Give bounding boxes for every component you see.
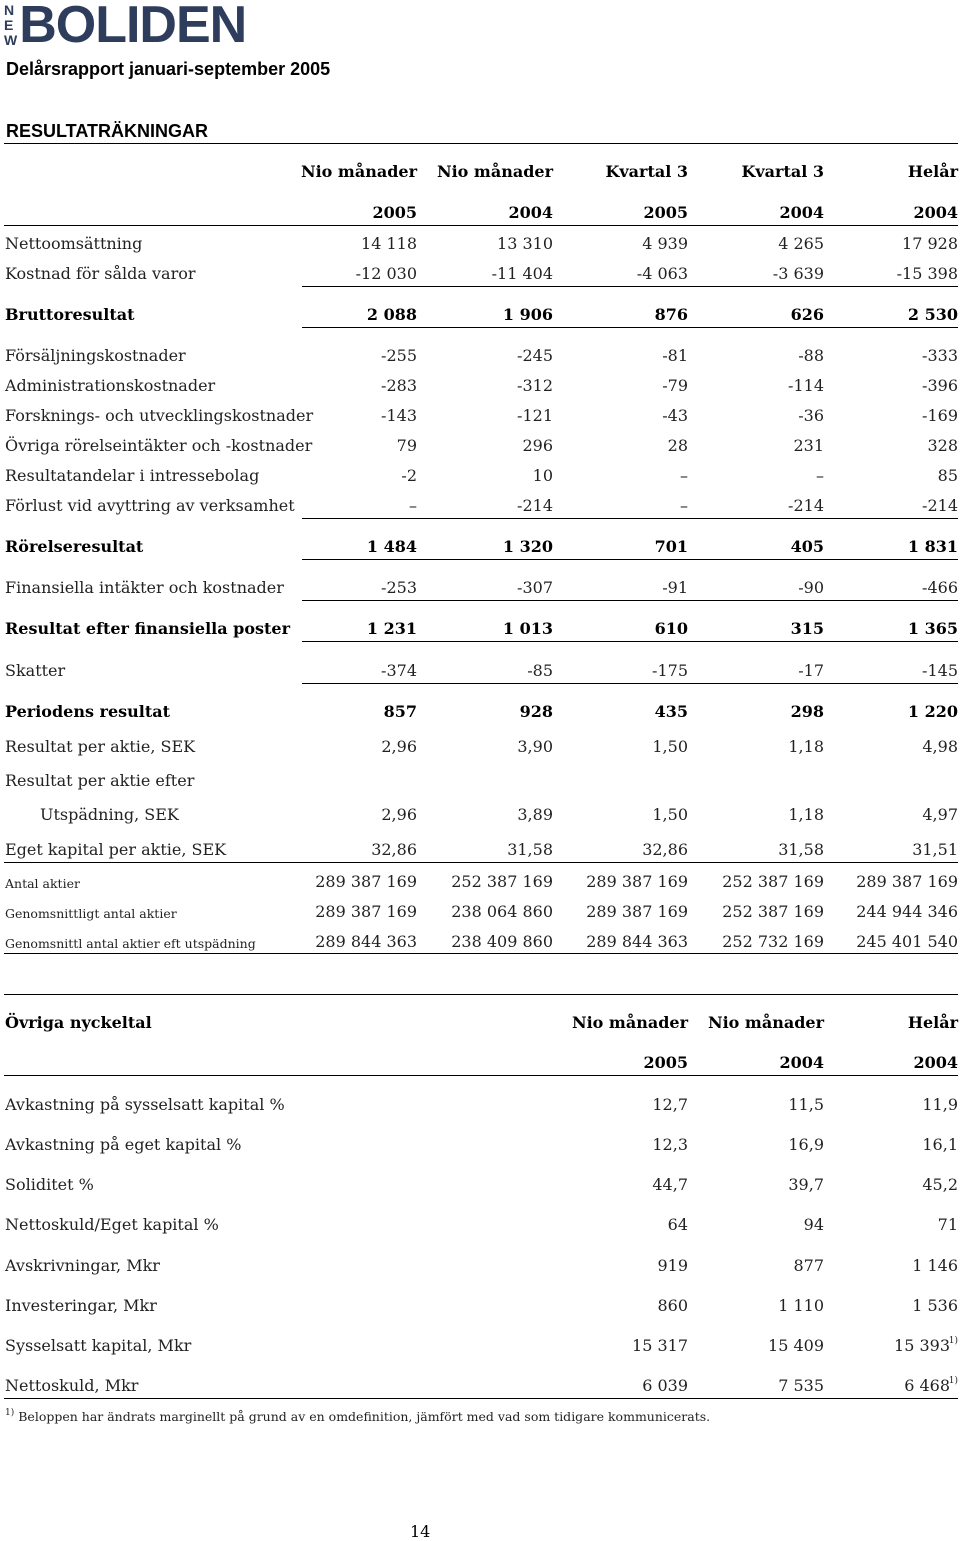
- column-year: 2005: [643, 1053, 688, 1072]
- footnote-ref: 1): [948, 1336, 958, 1346]
- cell-value: 10: [532, 466, 553, 485]
- cell-value: -114: [788, 376, 824, 395]
- row-label: Avskrivningar, Mkr: [5, 1256, 160, 1275]
- row-label: Rörelseresultat: [5, 537, 144, 556]
- rule-line: [4, 225, 958, 226]
- rule-line: [302, 683, 958, 684]
- rule-line: [302, 600, 958, 601]
- cell-value: 1 536: [912, 1296, 958, 1315]
- column-header: Nio månader: [436, 162, 553, 181]
- logo-new-letters: [4, 3, 17, 47]
- cell-value: -43: [662, 406, 688, 425]
- report-title: Delårsrapport januari-september 2005: [6, 59, 331, 79]
- cell-value: -255: [381, 346, 417, 365]
- cell-value: 79: [396, 436, 417, 455]
- cell-value: 701: [654, 537, 688, 556]
- cell-value: 85: [937, 466, 958, 485]
- cell-value: -169: [922, 406, 958, 425]
- cell-value: 3,89: [517, 805, 553, 824]
- cell-value: 1 365: [907, 619, 958, 638]
- cell-value: 238 064 860: [451, 902, 553, 921]
- cell-value: 4,97: [922, 805, 958, 824]
- rule-line: [4, 1398, 958, 1399]
- rule-line: [302, 518, 958, 519]
- cell-value: 876: [654, 305, 688, 324]
- cell-value: -214: [922, 496, 958, 515]
- cell-value: -253: [381, 578, 417, 597]
- cell-value: -312: [517, 376, 553, 395]
- cell-value: 1,50: [652, 737, 688, 756]
- cell-value: 1 484: [366, 537, 417, 556]
- cell-value: 626: [790, 305, 824, 324]
- cell-value: -91: [662, 578, 688, 597]
- row-label: Övriga rörelseintäkter och -kostnader: [5, 436, 313, 455]
- rule-line: [302, 327, 958, 328]
- cell-value: –: [816, 466, 824, 485]
- footnote-ref: 1): [948, 1376, 958, 1386]
- cell-value: -143: [381, 406, 417, 425]
- cell-value: -4 063: [636, 264, 688, 283]
- cell-value: 2,96: [381, 737, 417, 756]
- cell-value: 2,96: [381, 805, 417, 824]
- cell-value: 15 317: [632, 1336, 688, 1355]
- cell-value: 12,3: [652, 1135, 688, 1154]
- cell-value: 4 939: [642, 234, 688, 253]
- cell-value: 16,9: [788, 1135, 824, 1154]
- row-label: Resultat per aktie, SEK: [5, 737, 196, 756]
- cell-value: -396: [922, 376, 958, 395]
- cell-value: -88: [798, 346, 824, 365]
- cell-value: 252 387 169: [722, 872, 824, 891]
- row-label: Genomsnittligt antal aktier: [5, 906, 177, 921]
- cell-value: 28: [667, 436, 688, 455]
- row-label: Administrationskostnader: [5, 376, 216, 395]
- cell-value: -214: [517, 496, 553, 515]
- cell-value: 7 535: [778, 1376, 824, 1395]
- cell-value: 289 844 363: [586, 932, 688, 951]
- boliden-logo: [4, 0, 247, 54]
- cell-value: 252 732 169: [722, 932, 824, 951]
- cell-value: -81: [662, 346, 688, 365]
- row-label: Antal aktier: [5, 876, 80, 891]
- cell-value: -145: [922, 661, 958, 680]
- rule-line: [4, 862, 958, 863]
- column-header: Nio månader: [300, 162, 417, 181]
- row-label: Förlust vid avyttring av verksamhet: [5, 496, 295, 515]
- rule-line: [302, 641, 958, 642]
- cell-value: 1 831: [907, 537, 958, 556]
- cell-value: 238 409 860: [451, 932, 553, 951]
- column-year: 2005: [372, 203, 417, 222]
- cell-value: 17 928: [902, 234, 958, 253]
- logo-letter: E: [4, 17, 14, 33]
- row-label: Investeringar, Mkr: [5, 1296, 157, 1315]
- cell-value: 94: [803, 1215, 824, 1234]
- cell-value: -2: [401, 466, 417, 485]
- cell-value: 1 906: [502, 305, 553, 324]
- cell-value: -121: [517, 406, 553, 425]
- cell-value: 31,58: [507, 840, 553, 859]
- cell-value: 13 310: [497, 234, 553, 253]
- column-year: 2005: [643, 203, 688, 222]
- row-label: Skatter: [5, 661, 66, 680]
- row-label: Resultatandelar i intressebolag: [5, 466, 260, 485]
- cell-value: 32,86: [642, 840, 688, 859]
- cell-value: 252 387 169: [451, 872, 553, 891]
- logo-letter: W: [4, 32, 18, 48]
- cell-value: 31,51: [912, 840, 958, 859]
- cell-value: 1,18: [788, 805, 824, 824]
- cell-value: -3 639: [772, 264, 824, 283]
- cell-value: 64: [667, 1215, 688, 1234]
- cell-value: 860: [657, 1296, 688, 1315]
- cell-value: 4 265: [778, 234, 824, 253]
- row-label: Sysselsatt kapital, Mkr: [5, 1336, 192, 1355]
- cell-value: 1 110: [778, 1296, 824, 1315]
- cell-value: 11,5: [788, 1095, 824, 1114]
- cell-value: 1 220: [907, 702, 958, 721]
- cell-value: 31,58: [778, 840, 824, 859]
- cell-value: 328: [927, 436, 958, 455]
- cell-value: 296: [522, 436, 553, 455]
- cell-value: 1,18: [788, 737, 824, 756]
- cell-value: 610: [654, 619, 688, 638]
- cell-value: -333: [922, 346, 958, 365]
- cell-value: 928: [519, 702, 553, 721]
- cell-value: -175: [652, 661, 688, 680]
- cell-value: -466: [922, 578, 958, 597]
- logo-letter: N: [4, 2, 15, 18]
- page-number: 14: [410, 1522, 431, 1541]
- cell-value: 298: [790, 702, 824, 721]
- row-label: Soliditet %: [5, 1175, 94, 1194]
- cell-value: -79: [662, 376, 688, 395]
- cell-value: -17: [798, 661, 824, 680]
- cell-value: 6 039: [642, 1376, 688, 1395]
- column-header: Nio månader: [707, 1013, 824, 1032]
- logo-brand: BOLIDEN: [19, 0, 247, 54]
- cell-value: 15 409: [768, 1336, 824, 1355]
- cell-value: -85: [527, 661, 553, 680]
- column-year: 2004: [913, 203, 958, 222]
- row-label: Utspädning, SEK: [40, 805, 179, 824]
- cell-value: 1 231: [366, 619, 417, 638]
- section-divider: [4, 994, 958, 995]
- cell-value: –: [680, 496, 688, 515]
- footnote-mark: 1): [5, 1408, 15, 1418]
- cell-value: 11,9: [922, 1095, 958, 1114]
- row-label: Nettoomsättning: [5, 234, 143, 253]
- rule-line: [4, 953, 958, 954]
- row-label: Bruttoresultat: [5, 305, 135, 324]
- column-year: 2004: [913, 1053, 958, 1072]
- cell-value: 1 146: [912, 1256, 958, 1275]
- column-header: Kvartal 3: [605, 162, 688, 181]
- cell-value: 4,98: [922, 737, 958, 756]
- cell-value: 252 387 169: [722, 902, 824, 921]
- cell-value: 1 320: [502, 537, 553, 556]
- column-header: Kvartal 3: [741, 162, 824, 181]
- column-header: Nio månader: [571, 1013, 688, 1032]
- cell-value: 1,50: [652, 805, 688, 824]
- row-label: Resultat efter finansiella poster: [5, 619, 291, 638]
- cell-value: 289 387 169: [315, 902, 417, 921]
- cell-value: -12 030: [355, 264, 417, 283]
- cell-value: -307: [517, 578, 553, 597]
- column-year: 2004: [779, 1053, 824, 1072]
- section-divider: [4, 143, 958, 144]
- row-label: Nettoskuld/Eget kapital %: [5, 1215, 219, 1234]
- cell-value: 2 530: [907, 305, 958, 324]
- row-label: Nettoskuld, Mkr: [5, 1376, 139, 1395]
- row-label: Periodens resultat: [5, 702, 171, 721]
- column-header: Helår: [907, 162, 958, 181]
- cell-value: -90: [798, 578, 824, 597]
- cell-value: -15 398: [896, 264, 958, 283]
- footnote-text: Beloppen har ändrats marginellt på grund av en omdefinition, jämfört med vad som tidigare kommunicerats.: [18, 1409, 711, 1424]
- cell-value: -36: [798, 406, 824, 425]
- column-year: 2004: [508, 203, 553, 222]
- cell-value: 289 844 363: [315, 932, 417, 951]
- cell-value: 45,2: [922, 1175, 958, 1194]
- row-label: Finansiella intäkter och kostnader: [5, 578, 284, 597]
- cell-value: 289 387 169: [586, 902, 688, 921]
- row-label: Kostnad för sålda varor: [5, 264, 196, 283]
- rule-line: [302, 286, 958, 287]
- cell-value: 16,1: [922, 1135, 958, 1154]
- cell-value: -374: [381, 661, 417, 680]
- row-label: Forsknings- och utvecklingskostnader: [5, 406, 314, 425]
- footnote: [5, 1408, 710, 1424]
- cell-value: 405: [790, 537, 824, 556]
- cell-value: 39,7: [788, 1175, 824, 1194]
- cell-value: 3,90: [517, 737, 553, 756]
- cell-value: 435: [654, 702, 688, 721]
- cell-value: -11 404: [491, 264, 553, 283]
- row-label: Eget kapital per aktie, SEK: [5, 840, 227, 859]
- cell-value: 32,86: [371, 840, 417, 859]
- row-label: Försäljningskostnader: [5, 346, 186, 365]
- row-label: Genomsnittl antal aktier eft utspädning: [5, 936, 256, 951]
- cell-value: -283: [381, 376, 417, 395]
- cell-value: 857: [383, 702, 417, 721]
- cell-value: 2 088: [366, 305, 417, 324]
- cell-value: 71: [937, 1215, 958, 1234]
- rule-line: [302, 559, 958, 560]
- rule-line: [4, 1075, 958, 1076]
- cell-value: 289 387 169: [856, 872, 958, 891]
- cell-value: 231: [793, 436, 824, 455]
- cell-value: 15 393: [894, 1336, 950, 1355]
- cell-value: 315: [790, 619, 824, 638]
- cell-value: -245: [517, 346, 553, 365]
- cell-value: 289 387 169: [586, 872, 688, 891]
- cell-value: 245 401 540: [856, 932, 958, 951]
- row-label: Avkastning på sysselsatt kapital %: [5, 1095, 285, 1114]
- row-label: Resultat per aktie efter: [5, 771, 195, 790]
- cell-value: 44,7: [652, 1175, 688, 1194]
- cell-value: 1 013: [502, 619, 553, 638]
- cell-value: –: [680, 466, 688, 485]
- cell-value: -214: [788, 496, 824, 515]
- cell-value: 289 387 169: [315, 872, 417, 891]
- cell-value: 6 468: [904, 1376, 950, 1395]
- cell-value: 12,7: [652, 1095, 688, 1114]
- cell-value: 14 118: [361, 234, 417, 253]
- income-statement-title: RESULTATRÄKNINGAR: [6, 121, 208, 141]
- key-ratios-title: Övriga nyckeltal: [5, 1013, 152, 1032]
- cell-value: 244 944 346: [856, 902, 958, 921]
- cell-value: –: [409, 496, 417, 515]
- row-label: Avkastning på eget kapital %: [5, 1135, 242, 1154]
- cell-value: 919: [657, 1256, 688, 1275]
- column-header: Helår: [907, 1013, 958, 1032]
- column-year: 2004: [779, 203, 824, 222]
- cell-value: 877: [793, 1256, 824, 1275]
